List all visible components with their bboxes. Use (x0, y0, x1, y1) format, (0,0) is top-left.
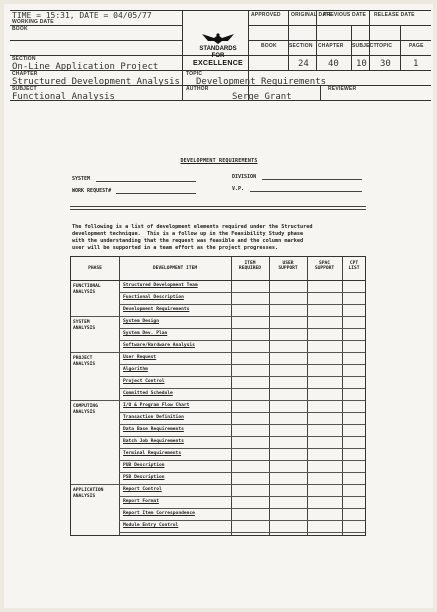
standards-logo (188, 32, 248, 72)
table-row-line (119, 532, 365, 533)
page-number: 1 (413, 59, 419, 69)
original-date-label: ORIGINAL DATE (291, 12, 333, 18)
col-header-cpt-list: CPT LIST (348, 261, 360, 271)
col-header-phase: PHASE (88, 266, 102, 271)
work-request-line (116, 193, 196, 194)
development-item: PUB Description (123, 463, 165, 468)
table-row-line (119, 436, 365, 437)
development-item: Module Entry Control (123, 523, 179, 528)
development-item: Committed Schedule (123, 391, 173, 396)
phase-label: SYSTEM ANALYSIS (73, 320, 96, 331)
author-value: Serge Grant (232, 92, 292, 102)
chapter-number: 40 (328, 59, 339, 69)
development-item: User Request (123, 355, 157, 360)
development-item: Development Requirements (123, 307, 190, 312)
working-date-label: WORKING DATE (12, 19, 54, 25)
table-row-line (119, 412, 365, 413)
table-row-line (119, 424, 365, 425)
topic-label: TOPIC (186, 71, 203, 77)
col-label-topic: TOPIC (376, 43, 393, 49)
development-item: Transaction Definition (123, 415, 184, 420)
development-item: Algorithm (123, 367, 148, 372)
development-item: Project Control (123, 379, 165, 384)
col-header-user-support: USER SUPPORT (278, 261, 298, 271)
development-item: Batch Job Requirements (123, 439, 184, 444)
phase-label: PROJECT ANALYSIS (73, 356, 96, 367)
col-label-page: PAGE (409, 43, 424, 49)
intro-paragraph: The following is a list of development elements required under the Structured development technique. This is a follow up in the Feasibility Study phase with the understanding that the request was feasible and the column marked user will be supported in a team effort as the project progresses. (72, 224, 313, 251)
document-page (4, 4, 433, 608)
subject-label: SUBJECT (12, 86, 37, 92)
col-header-development-item: DEVELOPMENT ITEM (152, 266, 198, 271)
topic-value: Development Requirements (196, 77, 327, 87)
development-item: PSB Description (123, 475, 165, 480)
col-label-section: SECTION (289, 43, 313, 49)
logo-line-3: EXCELLENCE (192, 60, 244, 67)
chapter-value: Structured Development Analysis (12, 77, 180, 87)
table-row-line (119, 460, 365, 461)
col-header-item-required: ITEM REQUIRED (238, 261, 262, 271)
phase-separator (71, 484, 365, 485)
col-label-subject: SUBJECT (352, 43, 377, 49)
phase-label: FUNCTIONAL ANALYSIS (73, 284, 101, 295)
phase-label: COMPUTING ANALYSIS (73, 404, 98, 415)
table-row-line (119, 328, 365, 329)
table-row-line (119, 340, 365, 341)
table-row-line (119, 376, 365, 377)
time-date-stamp: TIME = 15:31, DATE = 04/05/77 (12, 11, 152, 20)
col-label-book: BOOK (261, 43, 277, 49)
separator-line-2 (70, 209, 366, 210)
phase-separator (71, 400, 365, 401)
work-request-label: WORK REQUEST# (72, 188, 112, 194)
development-item: Functional Description (123, 295, 184, 300)
topic-number: 30 (380, 59, 391, 69)
phase-label: APPLICATION ANALYSIS (73, 488, 104, 499)
table-row-line (119, 472, 365, 473)
release-date-label: RELEASE DATE (374, 12, 415, 18)
vp-line (250, 191, 362, 192)
requirements-table (70, 256, 366, 536)
section-label: SECTION (12, 56, 36, 62)
development-item: Report Item Correspondence (123, 511, 195, 516)
author-label: AUTHOR (186, 86, 209, 92)
chapter-label: CHAPTER (12, 71, 38, 77)
development-item: Terminal Requirements (123, 451, 182, 456)
book-label: BOOK (12, 26, 28, 32)
system-line (96, 181, 196, 182)
phase-separator (71, 352, 365, 353)
logo-line-2: FOR (211, 53, 225, 59)
logo-line-1: STANDARDS (199, 46, 237, 52)
subject-number: 10 (356, 59, 367, 69)
table-row-line (119, 520, 365, 521)
col-label-chapter: CHAPTER (318, 43, 344, 49)
previous-date-label: PREVIOUS DATE (323, 12, 367, 18)
table-row-line (119, 388, 365, 389)
table-row-line (119, 292, 365, 293)
development-item: I/O & Program Flow Chart (123, 403, 190, 408)
table-row-line (119, 496, 365, 497)
development-item: Structured Development Team (123, 283, 198, 288)
phase-separator (71, 316, 365, 317)
section-number: 24 (298, 59, 309, 69)
system-label: SYSTEM (72, 176, 91, 182)
development-item: System Design (123, 319, 159, 324)
table-row-line (119, 304, 365, 305)
division-line (262, 179, 362, 180)
development-item: Report Format (123, 499, 159, 504)
separator-line-1 (70, 206, 366, 207)
division-label: DIVISION (232, 174, 257, 180)
col-header-spac-support: SPAC SUPPORT (314, 261, 335, 271)
reviewer-label: REVIEWER (328, 86, 357, 92)
development-item: Software/Hardware Analysis (123, 343, 195, 348)
approved-label: APPROVED (251, 12, 281, 18)
table-row-line (119, 508, 365, 509)
section-value: On-Line Application Project (12, 62, 159, 72)
table-row-line (119, 364, 365, 365)
document-header (10, 10, 431, 122)
subject-value: Functional Analysis (12, 92, 115, 102)
table-row-line (119, 448, 365, 449)
development-item: Report Control (123, 487, 162, 492)
development-item: System Dev. Plan (123, 331, 168, 336)
vp-label: V.P. (232, 186, 245, 192)
eagle-icon (198, 32, 238, 46)
form-title: DEVELOPMENT REQUIREMENTS (180, 158, 258, 164)
development-item: Data Base Requirements (123, 427, 184, 432)
